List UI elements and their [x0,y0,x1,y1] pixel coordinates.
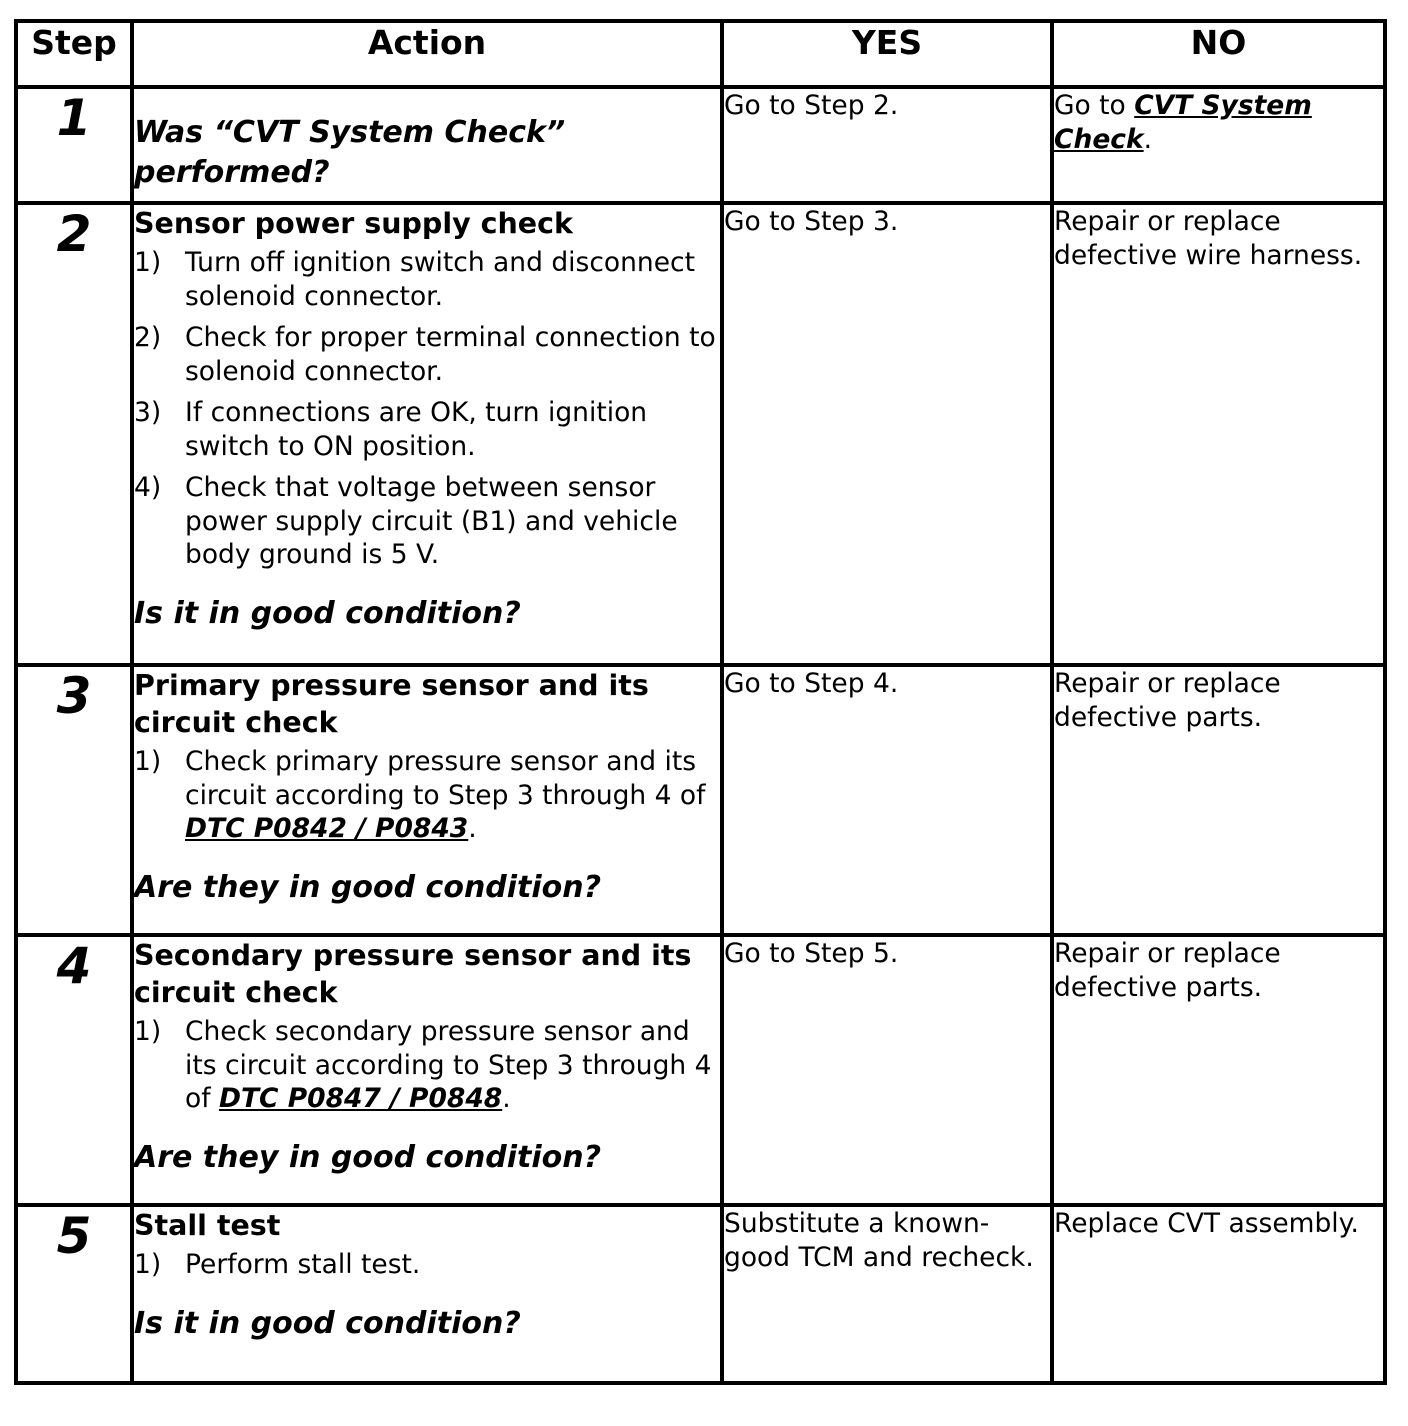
step-number: 5 [16,1205,132,1383]
table-row [16,935,1385,1205]
procedure-text-end: . [468,813,477,844]
table-row [16,665,1385,935]
procedure-text: Check for proper terminal connection to solenoid connector. [185,322,716,387]
diagnostic-table [14,19,1387,1385]
action-question: Is it in good condition? [134,1305,521,1341]
no-cell: Replace CVT assembly. [1052,1205,1385,1383]
procedure-item [134,471,720,572]
step-number: 3 [16,665,132,935]
cvt-system-check-link[interactable]: CVT System Check [1054,90,1312,155]
procedure-text [185,1015,720,1116]
procedure-number: 1) [134,1249,162,1280]
procedure-number: 1) [134,746,162,777]
no-cell [1052,87,1385,203]
procedure-text-start: Check primary pressure sensor and its circuit according to Step 3 through 4 of [185,746,706,811]
procedure-item [134,321,720,388]
procedure-text: If connections are OK, turn ignition switch to ON position. [185,397,648,462]
yes-cell: Go to Step 4. [722,665,1052,935]
procedure-number: 4) [134,472,162,503]
procedure-number: 3) [134,397,162,428]
table-row [16,203,1385,665]
procedure-text: Perform stall test. [185,1249,421,1280]
action-title: Sensor power supply check [134,207,573,240]
action-cell [132,665,722,935]
table-row [16,1205,1385,1383]
action-question: Are they in good condition? [134,869,602,905]
procedure-number: 1) [134,247,162,278]
action-cell [132,1205,722,1383]
header-step: Step [16,21,132,87]
no-cell: Repair or replace defective parts. [1052,935,1385,1205]
yes-cell: Go to Step 3. [722,203,1052,665]
procedure-list [134,246,720,572]
procedure-list [134,1015,720,1116]
step-number: 1 [16,87,132,203]
procedure-text: Check that voltage between sensor power supply circuit (B1) and vehicle body ground is 5 V. [185,472,678,570]
procedure-text-end: . [502,1083,511,1114]
yes-cell: Go to Step 5. [722,935,1052,1205]
table-row [16,87,1385,203]
action-title: Stall test [134,1209,281,1242]
no-text-suffix: . [1143,124,1153,155]
procedure-item [134,396,720,463]
procedure-text-start: Check secondary pressure sensor and its circuit according to Step 3 through 4 of [185,1016,712,1114]
step-number: 4 [16,935,132,1205]
procedure-item [134,1015,720,1116]
header-no: NO [1052,21,1385,87]
header-action: Action [132,21,722,87]
procedure-text [185,745,720,846]
header-row [16,21,1385,87]
yes-cell: Go to Step 2. [722,87,1052,203]
action-question: Are they in good condition? [134,1139,602,1175]
no-cell: Repair or replace defective wire harness. [1052,203,1385,665]
yes-cell: Substitute a known-good TCM and recheck. [722,1205,1052,1383]
dtc-p0842-link[interactable]: DTC P0842 / P0843 [185,813,469,844]
dtc-p0847-link[interactable]: DTC P0847 / P0848 [218,1083,503,1114]
action-title: Primary pressure sensor and its circuit check [134,669,649,739]
action-cell [132,87,722,203]
procedure-item [134,745,720,846]
action-question: Is it in good condition? [134,595,521,631]
procedure-item [134,1248,720,1282]
action-cell [132,203,722,665]
procedure-list [134,1248,720,1282]
procedure-number: 2) [134,322,162,353]
procedure-list [134,745,720,846]
no-text: Go to [1054,90,1135,121]
header-yes: YES [722,21,1052,87]
procedure-text: Turn off ignition switch and disconnect solenoid connector. [185,247,695,312]
step-number: 2 [16,203,132,665]
action-cell [132,935,722,1205]
no-cell: Repair or replace defective parts. [1052,665,1385,935]
procedure-number: 1) [134,1016,162,1047]
action-title: Secondary pressure sensor and its circuit check [134,939,692,1009]
action-question: Was “CVT System Check” performed? [134,115,566,190]
procedure-item [134,246,720,313]
